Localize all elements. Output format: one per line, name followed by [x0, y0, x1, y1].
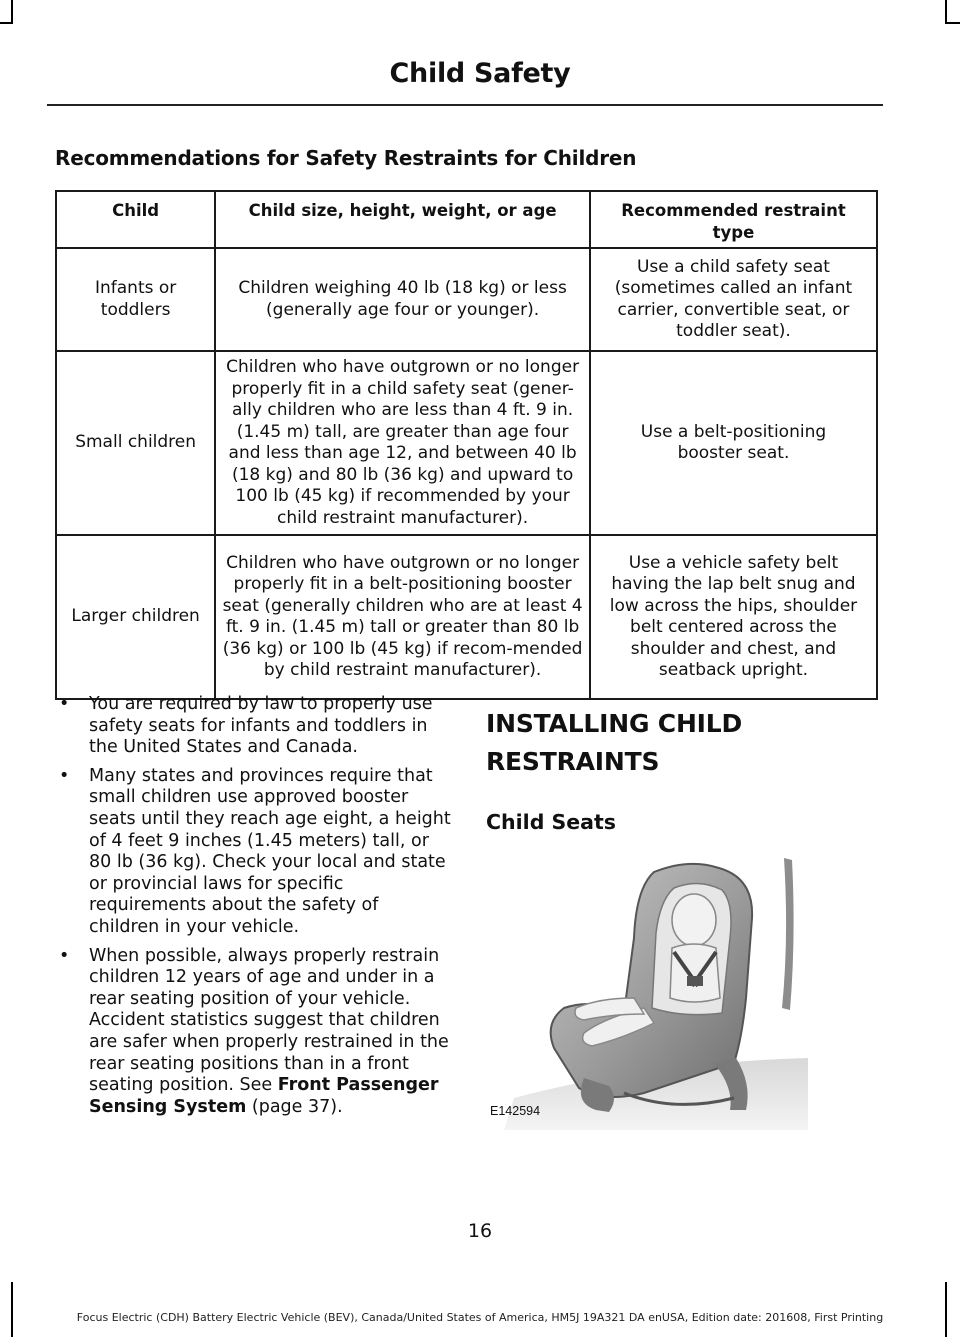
footer-edition-info: Focus Electric (CDH) Battery Electric Vehicle (BEV), Canada/United States of America, HM5J 19A321 DA enUSA, Edition date: 201608, First Printing: [76, 1311, 884, 1324]
bullet-marker: •: [59, 765, 70, 786]
restraint-recommendations-table: [55, 190, 878, 700]
child-seats-subheading: Child Seats: [486, 810, 617, 834]
heading-line-1: INSTALLING CHILD: [486, 709, 743, 738]
safety-bullet-list: [55, 694, 451, 1125]
bullet-text: Many states and provinces require that small children use approved booster seats until they reach age eight, a height of 4 feet 9 inches (1.45 meters) tall, or 80 lb (36 kg). Check your local and state or provincial laws for specific requirements about the safety of children in your vehicle.: [89, 765, 451, 937]
heading-line-2: RESTRAINTS: [486, 747, 660, 776]
cell-size: Children who have outgrown or no longer properly fit in a belt-positioning booster seat (generally children who are at least 4 ft. 9 in. (1.45 m) tall or greater than 80 lb (36 kg) or 100 lb (45 kg) if recom-mended by child restraint manufacturer).: [215, 535, 590, 699]
page-header-title: Child Safety: [389, 58, 571, 89]
table-row: [56, 535, 877, 699]
table-header-row: [56, 191, 877, 248]
list-item: [55, 946, 451, 1119]
cross-reference-link[interactable]: Front Passenger Sensing System: [89, 1075, 439, 1117]
bullet-text: You are required by law to properly use safety seats for infants and toddlers in the United States and Canada.: [89, 694, 433, 758]
cell-child: Small children: [56, 351, 215, 535]
page-number: 16: [467, 1220, 493, 1242]
crop-mark-top-right-v: [945, 0, 947, 22]
child-seat-illustration-icon: [484, 848, 808, 1130]
table-row: [56, 351, 877, 535]
list-item: [55, 766, 451, 939]
list-item: [55, 694, 451, 759]
cell-restraint: Use a child safety seat (sometimes called an infant carrier, convertible seat, or toddler seat).: [590, 248, 877, 351]
cell-child: Infants or toddlers: [56, 248, 215, 351]
bullet-marker: •: [59, 945, 70, 966]
bullet-text: When possible, always properly restrain children 12 years of age and under in a rear seating position of your vehicle. Accident statistics suggest that children are safer when properly restrained in the rear seating positions than in a front seating position. See: [89, 945, 449, 1096]
installing-child-restraints-heading: [486, 708, 742, 778]
header-divider: [47, 104, 883, 106]
crop-mark-bottom-left-v: [11, 1282, 13, 1337]
cell-restraint: Use a belt-positioning booster seat.: [590, 351, 877, 535]
bullet-tail: (page 37).: [246, 1096, 343, 1117]
table-row: [56, 248, 877, 351]
header-size: Child size, height, weight, or age: [215, 191, 590, 248]
crop-mark-bottom-right-v: [945, 1282, 947, 1337]
header-child: Child: [56, 191, 215, 248]
figure-code: E142594: [490, 1104, 541, 1118]
section-title: Recommendations for Safety Restraints for Children: [55, 146, 637, 170]
crop-mark-top-left-v: [11, 0, 13, 22]
cell-size: Children weighing 40 lb (18 kg) or less (generally age four or younger).: [215, 248, 590, 351]
cell-size: Children who have outgrown or no longer properly fit in a child safety seat (gener-ally children who are less than 4 ft. 9 in. (1.45 m) tall, are greater than age four and less than age 12, and between 40 lb (18 kg) and 80 lb (36 kg) and upward to 100 lb (45 kg) if recommended by your child restraint manufacturer).: [215, 351, 590, 535]
bullet-marker: •: [59, 694, 70, 714]
cell-restraint: Use a vehicle safety belt having the lap belt snug and low across the hips, shoulder belt centered across the shoulder and chest, and seatback upright.: [590, 535, 877, 699]
crop-mark-top-right-h: [945, 22, 960, 24]
crop-mark-top-left-h: [0, 22, 13, 24]
cell-child: Larger children: [56, 535, 215, 699]
header-restraint: Recommended restraint type: [590, 191, 877, 248]
